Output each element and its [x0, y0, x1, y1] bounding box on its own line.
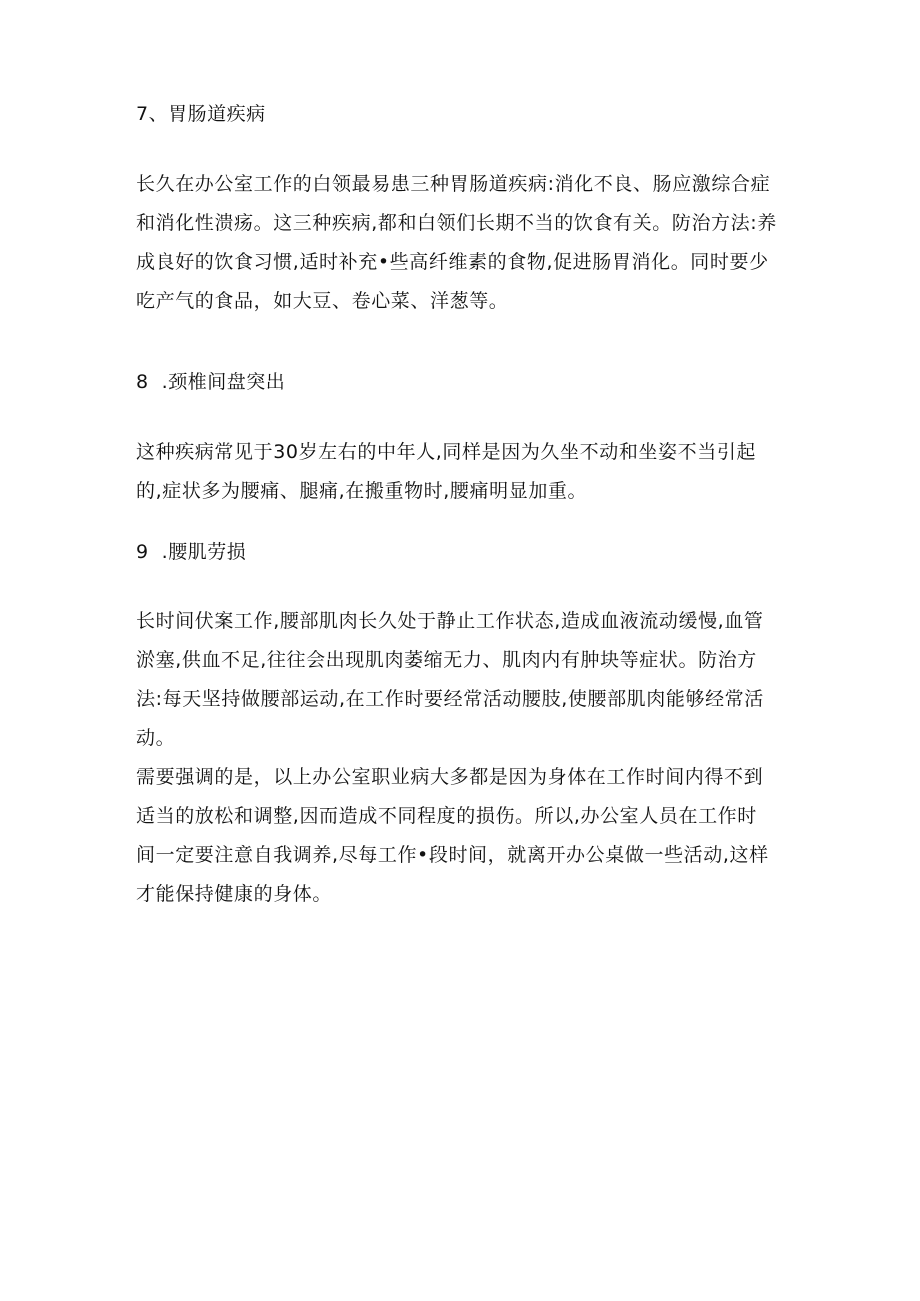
paragraph-line: 这种疾病常见于30岁左右的中年人,同样是因为久坐不动和坐姿不当引起 — [136, 441, 757, 463]
section-heading-7: 7、胃肠道疾病 — [136, 103, 266, 125]
paragraph-line: 长时间伏案工作,腰部肌肉长久处于静止工作状态,造成血液流动缓慢,血管 — [136, 610, 764, 632]
paragraph-line: 适当的放松和调整,因而造成不同程度的损伤。所以,办公室人员在工作时 — [136, 805, 757, 827]
paragraph-line: 才能保持健康的身体。 — [136, 883, 333, 905]
paragraph-line: 间一定要注意自我调养,尽每工作•段时间，就离开办公桌做一些活动,这样 — [136, 844, 769, 866]
paragraph-line: 淤塞,供血不足,往往会出现肌肉萎缩无力、肌肉内有肿块等症状。防治方 — [136, 649, 757, 671]
section-heading-8: 8 .颈椎间盘突出 — [136, 371, 286, 393]
section-paragraph-9 — [136, 602, 796, 914]
paragraph-line: 的,症状多为腰痛、腿痛,在搬重物时,腰痛明显加重。 — [136, 480, 588, 502]
paragraph-line: 长久在办公室工作的白领最易患三种胃肠道疾病:消化不良、肠应激综合症 — [136, 173, 771, 195]
paragraph-line: 需要强调的是，以上办公室职业病大多都是因为身体在工作时间内得不到 — [136, 766, 764, 788]
paragraph-line: 成良好的饮食习惯,适时补充•些高纤维素的食物,促进肠胃消化。同时要少 — [136, 251, 769, 273]
paragraph-line: 和消化性溃疡。这三种疾病,都和白领们长期不当的饮食有关。防治方法:养 — [136, 212, 777, 234]
paragraph-line: 动。 — [136, 727, 176, 749]
paragraph-line: 吃产气的食品，如大豆、卷心菜、洋葱等。 — [136, 290, 509, 312]
paragraph-line: 法:每天坚持做腰部运动,在工作时要经常活动腰肢,使腰部肌肉能够经常活 — [136, 688, 764, 710]
section-paragraph-7 — [136, 165, 796, 321]
section-heading-9: 9 .腰肌劳损 — [136, 541, 247, 563]
section-paragraph-8 — [136, 433, 796, 511]
